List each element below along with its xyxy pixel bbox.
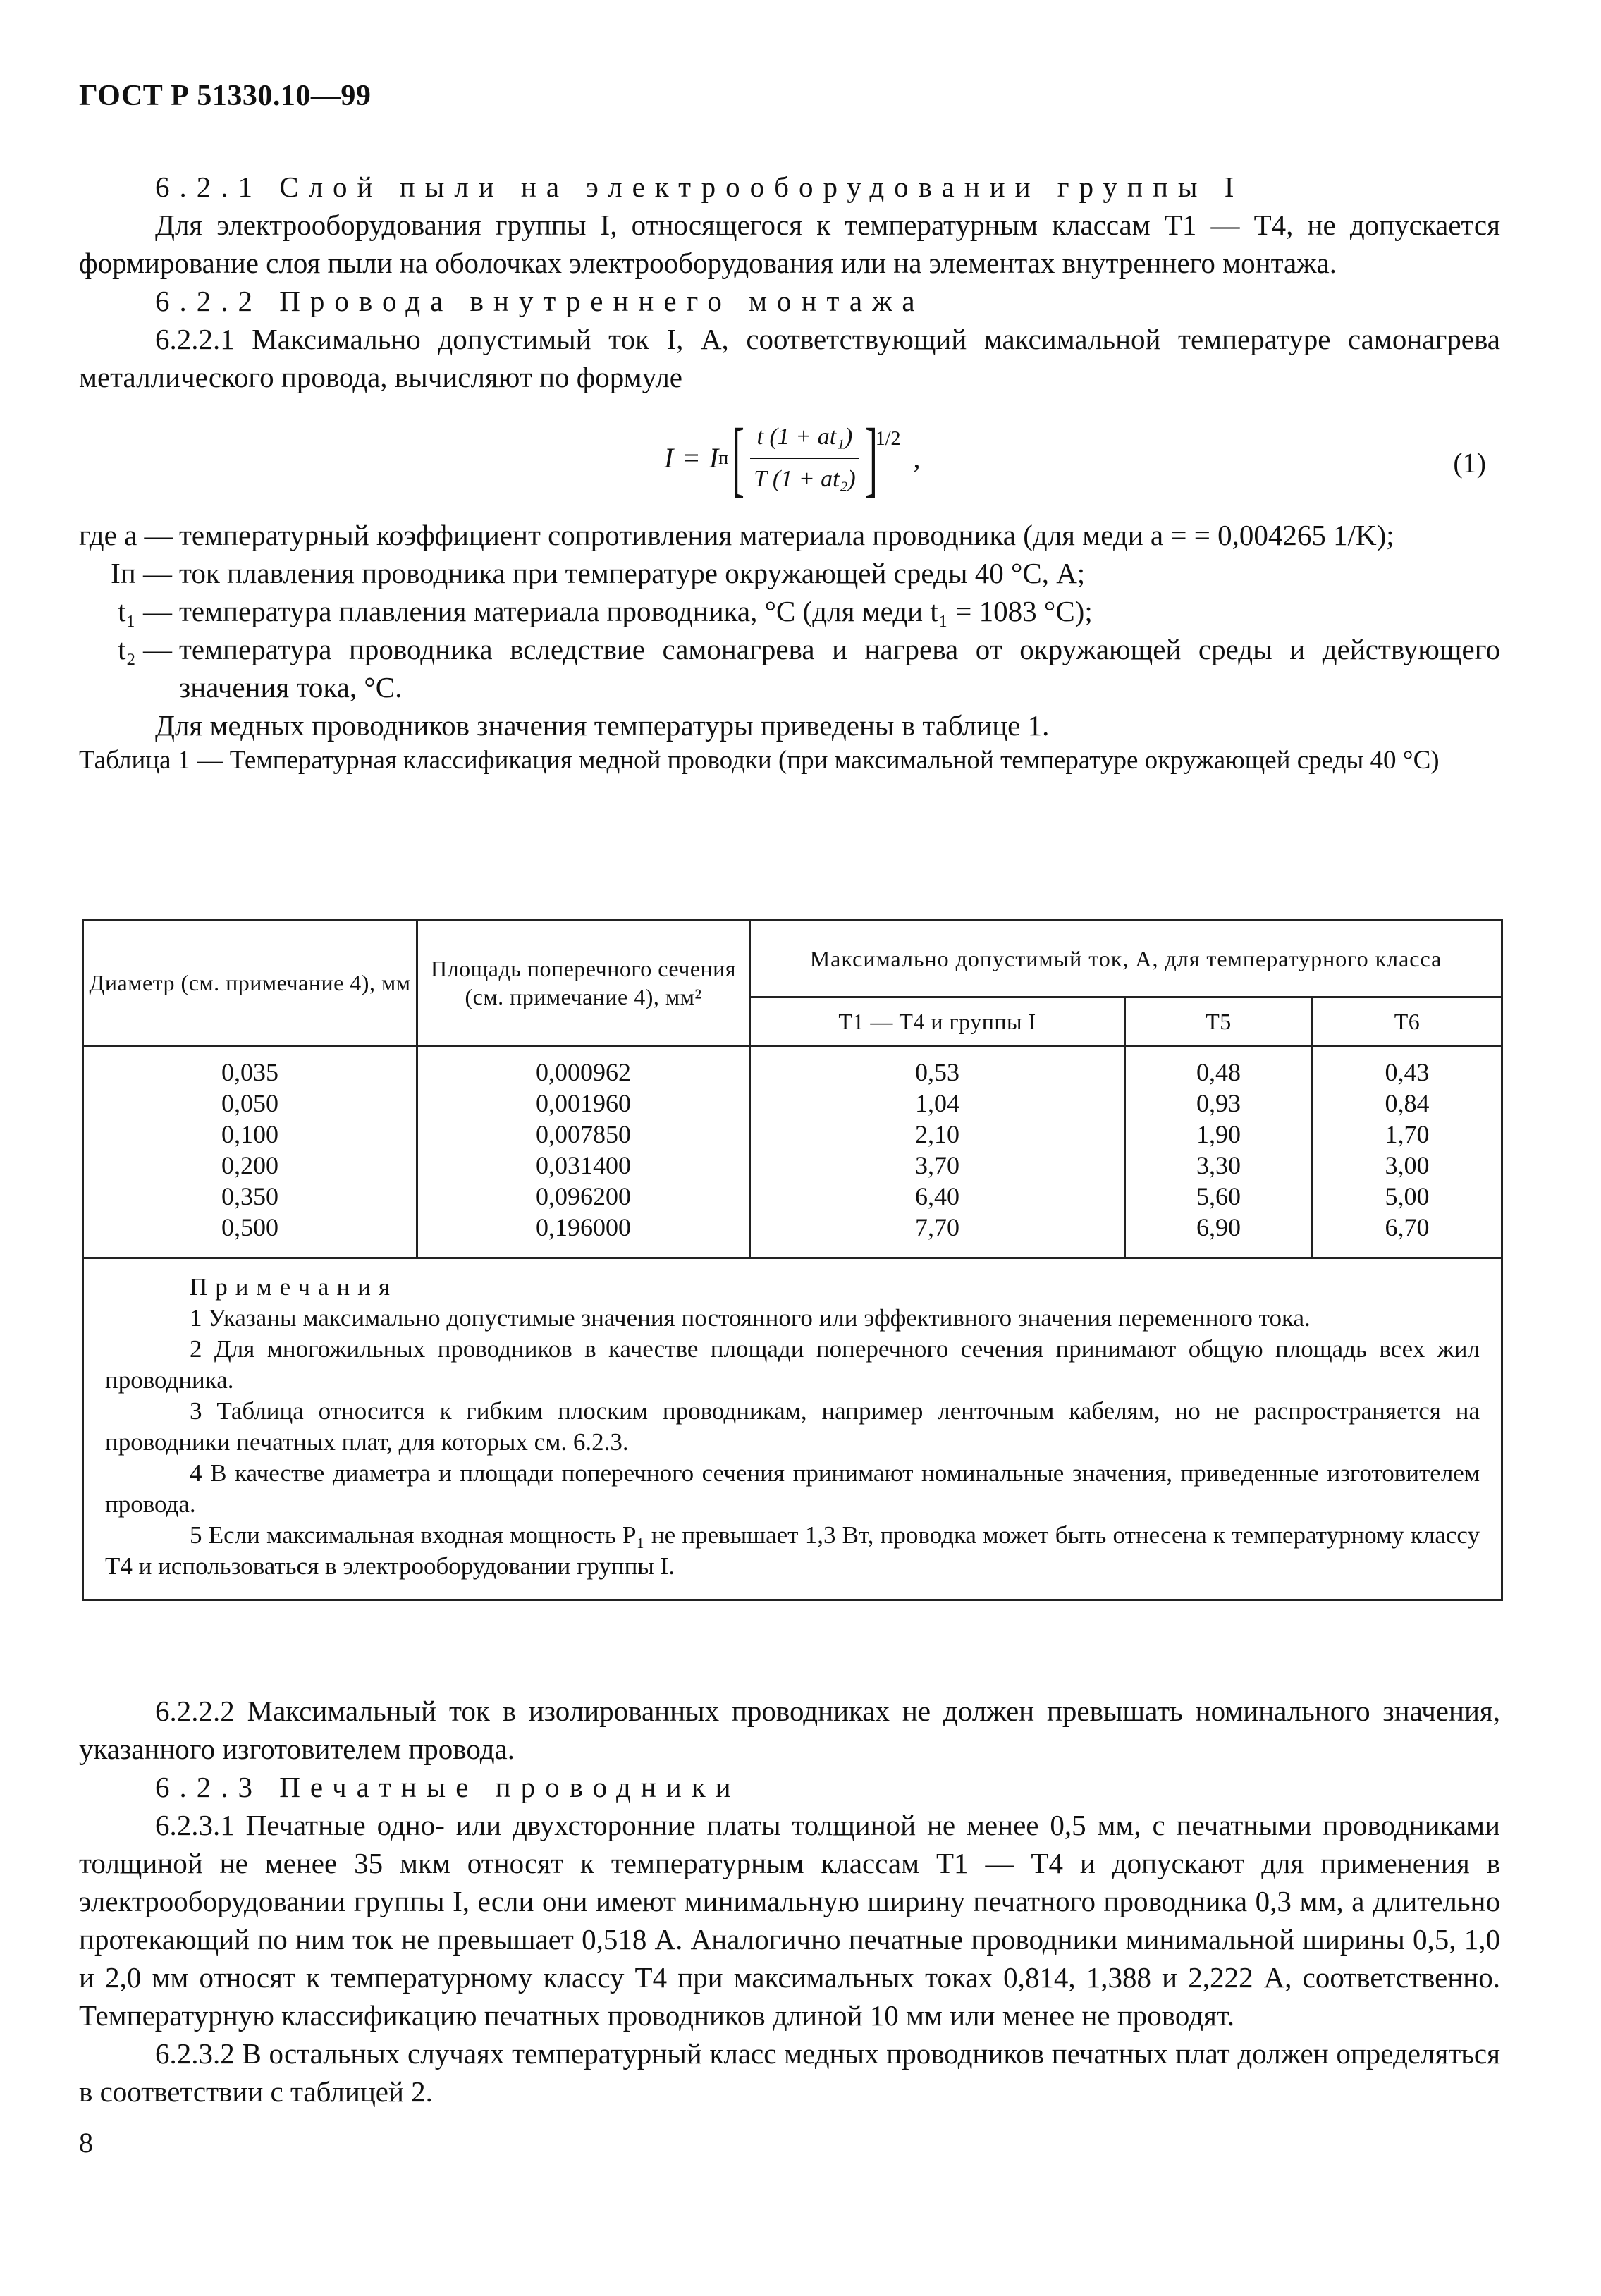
left-bracket-icon: [ — [732, 411, 745, 505]
where-symbol: t₂ — — [118, 633, 172, 665]
where-definition: температурный коэффициент сопротивления материала проводника (для меди a = = 0,004265 1/K); — [179, 519, 1394, 551]
section-6-2-2-1-text: 6.2.2.1 Максимально допустимый ток I, А, соответствующий максимальной температуре самонагрева металлического провода, вычисляют по формуле — [79, 323, 1500, 393]
formula — [664, 411, 921, 505]
table-cell: 5,60 — [1196, 1182, 1241, 1210]
table-reference-text: Для медных проводников значения температуры приведены в таблице 1. — [155, 709, 1050, 742]
table-cell: 0,096200 — [536, 1182, 631, 1210]
table-cell: 6,90 — [1196, 1213, 1241, 1241]
section-6-2-3-2-text: 6.2.3.2 В остальных случаях температурный класс медных проводников печатных плат должен определяться в соответствии с таблицей 2. — [79, 2037, 1500, 2108]
column-t1-t4 — [751, 1047, 1126, 1257]
note-item: 2 Для многожильных проводников в качестве площади поперечного сечения принимают общую площадь всех жил проводника. — [105, 1335, 1480, 1394]
formula-block — [79, 403, 1500, 509]
section-6-2-2-2-text: 6.2.2.2 Максимальный ток в изолированных проводниках не должен превышать номинального значения, указанного изготовителем провода. — [79, 1695, 1500, 1765]
section-6-2-1-title: 6.2.1 Слой пыли на электрооборудовании группы I — [155, 171, 1244, 203]
table-cell: 0,100 — [221, 1120, 278, 1148]
column-area — [418, 1047, 751, 1257]
page-number: 8 — [79, 2127, 93, 2159]
note-item: 3 Таблица относится к гибким плоским проводникам, например ленточным кабелям, но не распространяется на проводники печатных плат, для которых см. 6.2.3. — [105, 1397, 1480, 1456]
table-header — [84, 921, 1501, 1047]
table-1 — [82, 919, 1503, 1601]
formula-denominator: T (1 + at₂) — [754, 466, 856, 492]
note-item: 5 Если максимальная входная мощность P₁ не превышает 1,3 Вт, проводка может быть отнесена к температурному классу Т4 и использоваться в электрооборудовании группы I. — [105, 1521, 1480, 1580]
formula-number: (1) — [1453, 447, 1486, 479]
section-6-2-1-text: Для электрооборудования группы I, относящегося к температурным классам Т1 — Т4, не допускается формирование слоя пыли на оболочках электрооборудования или на элементах внутреннего монтажа. — [79, 209, 1500, 279]
table-cell: 0,43 — [1385, 1058, 1430, 1086]
formula-lhs: I — [664, 442, 674, 474]
table-cell: 0,000962 — [536, 1058, 631, 1086]
header-diameter: Диаметр (см. примечание 4), мм — [84, 921, 418, 1045]
right-bracket-icon: ] — [864, 411, 878, 505]
main-content — [79, 168, 1500, 777]
where-definition: температура проводника вследствие самонагрева и нагрева от окружающей среды и действующего значения тока, °С. — [179, 633, 1500, 704]
where-symbol: где a — — [79, 519, 173, 551]
table-body — [84, 1047, 1501, 1259]
table-cell: 2,10 — [915, 1120, 959, 1148]
note-item: 4 В качестве диаметра и площади поперечного сечения принимают номинальные значения, приведенные изготовителем провода. — [105, 1459, 1480, 1518]
where-definition: ток плавления проводника при температуре окружающей среды 40 °С, А; — [179, 557, 1086, 589]
column-t5 — [1126, 1047, 1313, 1257]
formula-comma: , — [913, 442, 921, 474]
table-cell: 0,350 — [221, 1182, 278, 1210]
table-cell: 0,200 — [221, 1151, 278, 1179]
table-cell: 0,196000 — [536, 1213, 631, 1241]
table-cell: 0,001960 — [536, 1089, 631, 1117]
table-cell: 0,050 — [221, 1089, 278, 1117]
table-notes — [84, 1259, 1501, 1599]
formula-numerator: t (1 + at₁) — [750, 418, 860, 459]
table-cell: 0,93 — [1196, 1089, 1241, 1117]
column-t6 — [1313, 1047, 1501, 1257]
header-current-group — [751, 921, 1501, 1045]
table-cell: 3,30 — [1196, 1151, 1241, 1179]
header-class-t1-t4: Т1 — Т4 и группы I — [751, 998, 1126, 1045]
table-cell: 3,00 — [1385, 1151, 1430, 1179]
formula-equals: = — [683, 442, 699, 474]
header-class-t5: Т5 — [1126, 998, 1313, 1045]
table-cell: 1,70 — [1385, 1120, 1430, 1148]
table-cell: 7,70 — [915, 1213, 959, 1241]
table-cell: 0,500 — [221, 1213, 278, 1241]
table-cell: 3,70 — [915, 1151, 959, 1179]
header-current — [751, 921, 1501, 1045]
table-cell: 0,035 — [221, 1058, 278, 1086]
section-6-2-3-title: 6.2.3 Печатные проводники — [155, 1771, 741, 1803]
where-list — [79, 516, 1500, 706]
table-cell: 1,04 — [915, 1089, 959, 1117]
table-cell: 0,48 — [1196, 1058, 1241, 1086]
table-cell: 0,007850 — [536, 1120, 631, 1148]
table-cell: 5,00 — [1385, 1182, 1430, 1210]
column-diameter — [84, 1047, 418, 1257]
table-cell: 6,70 — [1385, 1213, 1430, 1241]
table-cell: 6,40 — [915, 1182, 959, 1210]
section-6-2-2-title: 6.2.2 Провода внутреннего монтажа — [155, 285, 925, 317]
header-classes — [751, 998, 1501, 1045]
header-current-title: Максимально допустимый ток, А, для температурного класса — [751, 921, 1501, 998]
table-cell: 0,84 — [1385, 1089, 1430, 1117]
document-header: ГОСТ Р 51330.10—99 — [79, 80, 372, 112]
header-area: Площадь поперечного сечения (см. примечание 4), мм² — [418, 921, 751, 1045]
formula-coef: I — [709, 442, 719, 474]
formula-power: 1/2 — [875, 428, 901, 450]
after-table-content — [79, 1692, 1500, 2111]
formula-fraction — [747, 418, 863, 498]
notes-title: Примечания — [190, 1273, 398, 1301]
table-cell: 1,90 — [1196, 1120, 1241, 1148]
where-symbol: Iп — — [111, 557, 172, 589]
where-symbol: t₁ — — [118, 595, 172, 627]
table-cell: 0,53 — [915, 1058, 959, 1086]
formula-coef-sub: п — [718, 448, 729, 468]
note-item: 1 Указаны максимально допустимые значения постоянного или эффективного значения переменного тока. — [190, 1304, 1311, 1332]
table-caption: Таблица 1 — Температурная классификация медной проводки (при максимальной температуре окружающей среды 40 °С) — [79, 746, 1440, 775]
section-6-2-3-1-text: 6.2.3.1 Печатные одно- или двухсторонние платы толщиной не менее 0,5 мм, с печатными проводниками толщиной не менее 35 мкм относят к температурным классам Т1 — Т4 и допускают для применения в электрооборудовании группы I, если они имеют минимальную ширину печатного проводника 0,3 мм, а длительно протекающий по ним ток не превышает 0,518 А. Аналогично печатные проводники минимальной ширины 0,5, 1,0 и 2,0 мм относят к температурному классу Т4 при максимальных токах 0,814, 1,388 и 2,222 А, соответственно. Температурную классификацию печатных проводников длиной 10 мм или менее не проводят. — [79, 1809, 1500, 2032]
header-class-t6: Т6 — [1394, 1009, 1421, 1034]
where-definition: температура плавления материала проводника, °С (для меди t₁ = 1083 °С); — [179, 595, 1093, 627]
table-cell: 0,031400 — [536, 1151, 631, 1179]
